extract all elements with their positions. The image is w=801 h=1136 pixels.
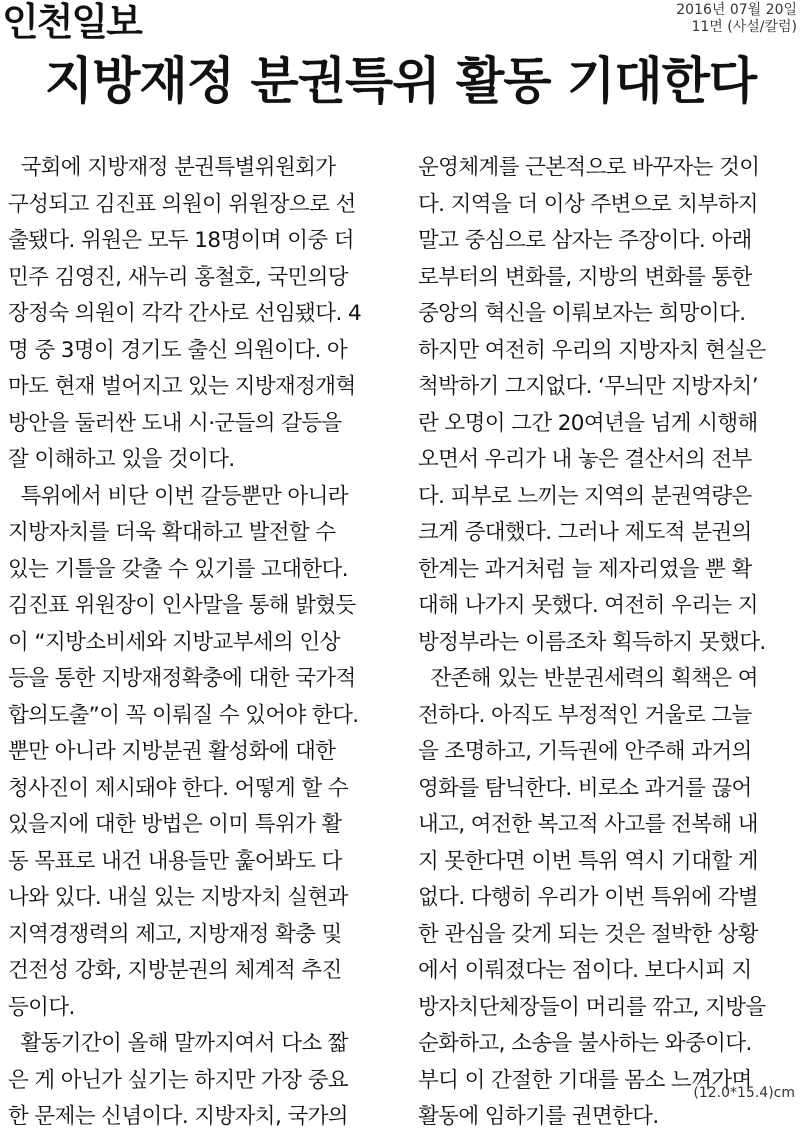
article-text-line: 있는 기틀을 갖출 수 있기를 고대한다.: [8, 556, 348, 582]
right-column: [418, 150, 801, 1136]
article-text-line: 잔존해 있는 반분권세력의 획책은 여: [418, 666, 758, 691]
article-text-line: 영화를 탐닉한다. 비로소 과거를 끊어: [418, 775, 752, 801]
article-text-line: 전하다. 아직도 부정적인 거울로 그늘: [418, 702, 752, 728]
article-text-line: 에서 이뤄졌다는 점이다. 보다시피 지: [418, 958, 752, 983]
article-text-line: 로부터의 변화를, 지방의 변화를 통한: [418, 264, 752, 290]
article-text-line: 란 오명이 그간 20여년을 넘게 시행해: [418, 410, 758, 436]
article-text-line: 지 못한다면 이번 특위 역시 기대할 게: [418, 848, 758, 874]
article-text-line: 건전성 강화, 지방분권의 체계적 추진: [8, 958, 342, 983]
article-text-line: 대해 나가지 못했다. 여전히 우리는 지: [418, 593, 758, 618]
article-text-line: 한계는 과거처럼 늘 제자리였을 뿐 확: [418, 556, 752, 582]
article-text-line: 척박하기 그지없다. ‘무늬만 지방자치’: [418, 374, 758, 399]
article-text-line: 없다. 다행히 우리가 이번 특위에 각별: [418, 885, 758, 910]
article-text-line: 내고, 여전한 복고적 사고를 전복해 내: [418, 812, 758, 837]
article-text-line: 장정숙 의원이 각각 간사로 선임됐다. 4: [8, 301, 362, 326]
article-text-line: 합의도출”이 꼭 이뤄질 수 있어야 한다.: [8, 702, 359, 728]
article-text-line: 나와 있다. 내실 있는 지방자치 실현과: [8, 885, 348, 910]
article-text-line: 오면서 우리가 내 놓은 결산서의 전부: [418, 447, 752, 472]
article-text-line: 마도 현재 벌어지고 있는 지방재정개혁: [8, 374, 356, 399]
article-text-line: 김진표 위원장이 인사말을 통해 밝혔듯: [8, 593, 356, 618]
headline: 지방재정 분권특위 활동 기대한다: [44, 52, 757, 110]
article-text-line: 민주 김영진, 새누리 홍철호, 국민의당: [8, 264, 348, 290]
article-text-line: 다. 지역을 더 이상 주변으로 치부하지: [418, 191, 758, 217]
article-text-line: 크게 증대했다. 그러나 제도적 분권의: [418, 520, 752, 545]
article-text-line: 은 게 아닌가 싶기는 하지만 가장 중요: [8, 1067, 348, 1093]
article-text-line: 특위에서 비단 이번 갈등뿐만 아니라: [8, 483, 348, 509]
article-text-line: 지역경쟁력의 제고, 지방재정 확충 및: [8, 921, 342, 947]
article-text-line: 말고 중심으로 삼자는 주장이다. 아래: [418, 228, 752, 253]
article-text-line: 등이다.: [8, 994, 75, 1020]
article-text-line: 등을 통한 지방재정확충에 대한 국가적: [8, 666, 356, 691]
article-text-line: 운영체계를 근본적으로 바꾸자는 것이: [418, 155, 760, 180]
publication-date: 2016년 07월 20일: [676, 2, 797, 18]
article-text-line: 국회에 지방재정 분권특별위원회가: [8, 155, 336, 180]
article-text-line: 을 조명하고, 기득권에 안주해 과거의: [418, 739, 752, 764]
article-text-line: 뿐만 아니라 지방분권 활성화에 대한: [8, 739, 336, 764]
article-text-line: 방자치단체장들이 머리를 깎고, 지방을: [418, 994, 766, 1020]
left-column: [8, 150, 400, 1136]
article-text-line: 방정부라는 이름조차 획득하지 못했다.: [418, 629, 766, 655]
article-text-line: 있을지에 대한 방법은 이미 특위가 활: [8, 812, 342, 837]
article-text-line: 하지만 여전히 우리의 지방자치 현실은: [418, 337, 766, 363]
article-text-line: 이 “지방소비세와 지방교부세의 인상: [8, 629, 340, 655]
article-text-line: 다. 피부로 느끼는 지역의 분권역량은: [418, 483, 752, 509]
clipping-size-note: (12.0*15.4)cm: [693, 1085, 795, 1101]
article-text-line: 중앙의 혁신을 이뤄보자는 희망이다.: [418, 301, 746, 326]
article-text-line: 동 목표로 내건 내용들만 훑어봐도 다: [8, 848, 342, 874]
article-text-line: 활동에 임하기를 권면한다.: [418, 1104, 659, 1129]
article-text-line: 활동기간이 올해 말까지여서 다소 짧: [8, 1031, 348, 1056]
article-text-line: 명 중 3명이 경기도 출신 의원이다. 아: [8, 337, 348, 363]
article-text-line: 순화하고, 소송을 불사하는 와중이다.: [418, 1031, 752, 1056]
article-text-line: 방안을 둘러싼 도내 시·군들의 갈등을: [8, 410, 342, 436]
article-text-line: 구성되고 김진표 의원이 위원장으로 선: [8, 191, 356, 217]
article-meta: [676, 2, 797, 36]
article-text-line: 한 문제는 신념이다. 지방자치, 국가의: [8, 1104, 348, 1129]
page-section: 11면 (사설/칼럼): [691, 19, 797, 35]
article-text-line: 출됐다. 위원은 모두 18명이며 이중 더: [8, 228, 354, 253]
article-text-line: 청사진이 제시돼야 한다. 어떻게 할 수: [8, 775, 348, 801]
article-text-line: 지방자치를 더욱 확대하고 발전할 수: [8, 520, 336, 545]
article-text-line: 한 관심을 갖게 되는 것은 절박한 상황: [418, 921, 758, 947]
newspaper-masthead: 인천일보: [2, 0, 141, 44]
article-text-line: 부디 이 간절한 기대를 몸소 느껴가며: [418, 1067, 752, 1093]
article-text-line: 잘 이해하고 있을 것이다.: [8, 447, 235, 472]
